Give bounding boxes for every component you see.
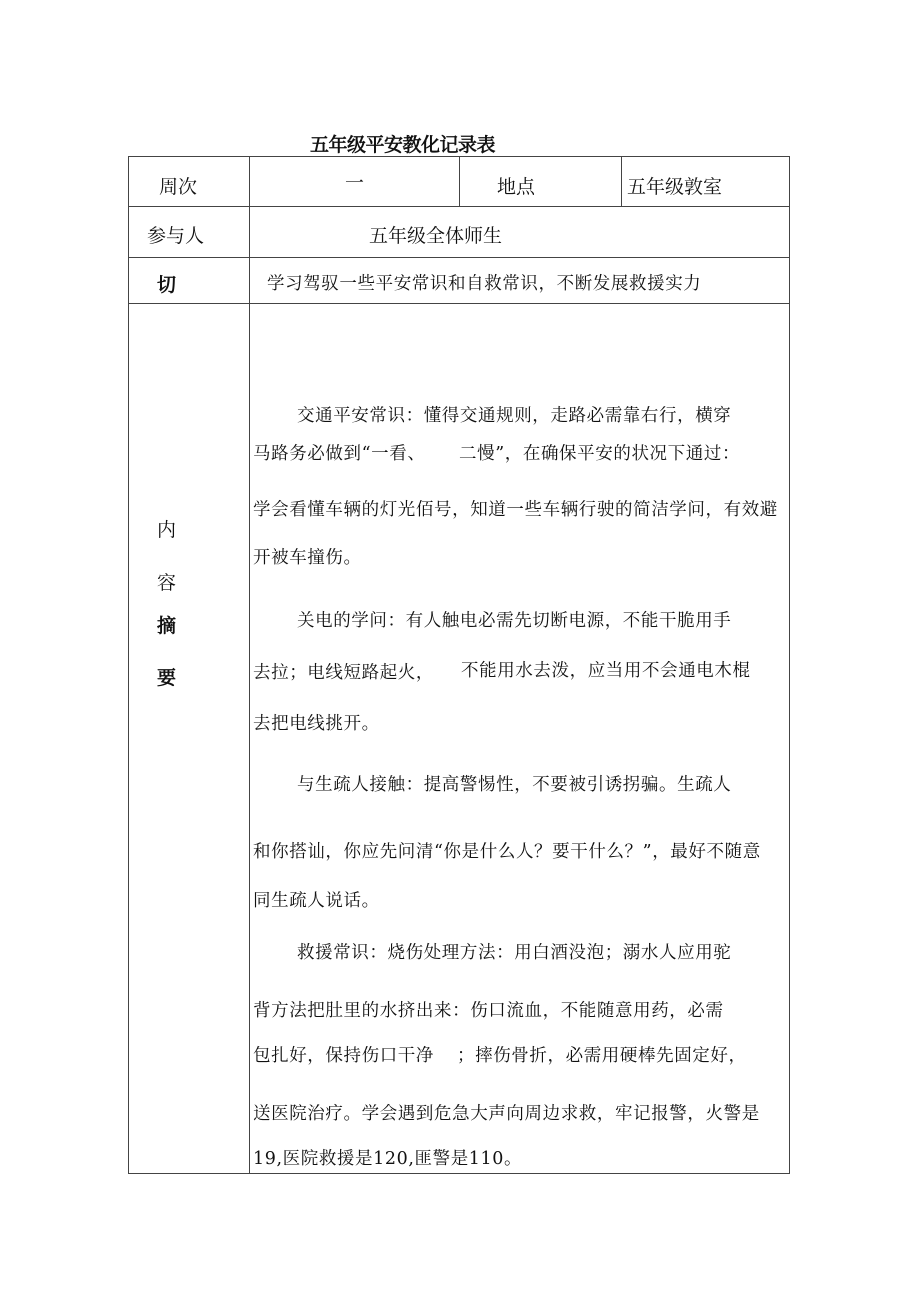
content-line: 19,医院救援是120,匪警是110。	[253, 1149, 523, 1169]
content-line: 马路务必做到“一看、	[253, 444, 426, 464]
content-label-char: 要	[157, 667, 177, 689]
goal-label: 切	[157, 274, 177, 296]
content-line: 送医院治疗。学会遇到危急大声向周边求救，牢记报警，火警是	[253, 1104, 760, 1124]
content-line: 去把电线挑开。	[253, 714, 380, 734]
content-label-char: 摘	[157, 615, 177, 637]
content-line: 去拉；电线短路起火，	[253, 663, 434, 683]
content-line: 同生疏人说话。	[253, 891, 380, 911]
content-label-char: 内	[157, 519, 177, 541]
place-value: 五年级敦室	[627, 176, 723, 198]
goal-value: 学习驾驭一些平安常识和自救常识，不断发展救援实力	[267, 274, 702, 294]
content-line: 开被车撞伤。	[253, 548, 362, 568]
content-line: 和你搭讪，你应先问清“你是什么人？要干什么？”，最好不随意	[253, 842, 761, 862]
column-divider	[621, 157, 622, 206]
record-table	[128, 156, 790, 1174]
place-label: 地点	[497, 176, 536, 198]
content-line: 关电的学问：有人触电必需先切断电源，不能干脆用手	[297, 611, 732, 631]
week-label: 周次	[159, 176, 198, 198]
content-line: 学会看懂车辆的灯光佰号，知道一些车辆行驶的简洁学问，有效避	[253, 500, 778, 520]
row-divider	[129, 257, 789, 258]
content-line: 救援常识：烧伤处理方法：用白酒没泡；溺水人应用驼	[297, 943, 732, 963]
participants-label: 参与人	[147, 225, 205, 247]
content-line: 包扎好，保持伤口干净	[253, 1046, 434, 1066]
content-label-char: 容	[157, 572, 177, 594]
participants-value: 五年级全体师生	[369, 225, 503, 247]
content-line: 不能用水去泼，应当用不会通电木棍	[461, 661, 751, 681]
content-line: 交通平安常识：懂得交通规则，走路必需靠右行，横穿	[297, 406, 732, 426]
content-line: ；摔伤骨折，必需用硬棒先固定好，	[457, 1046, 747, 1066]
column-divider	[459, 157, 460, 206]
column-divider	[249, 157, 250, 1173]
page-title: 五年级平安教化记录表	[310, 134, 496, 156]
content-line: 与生疏人接触：提高警惕性，不要被引诱拐骗。生疏人	[297, 775, 732, 795]
row-divider	[129, 303, 789, 304]
week-value: 一	[345, 172, 365, 194]
content-line: 二慢”，在确保平安的状况下通过：	[459, 444, 741, 464]
row-divider	[129, 206, 789, 207]
content-line: 背方法把肚里的水挤出来：伤口流血，不能随意用药，必需	[253, 1001, 724, 1021]
